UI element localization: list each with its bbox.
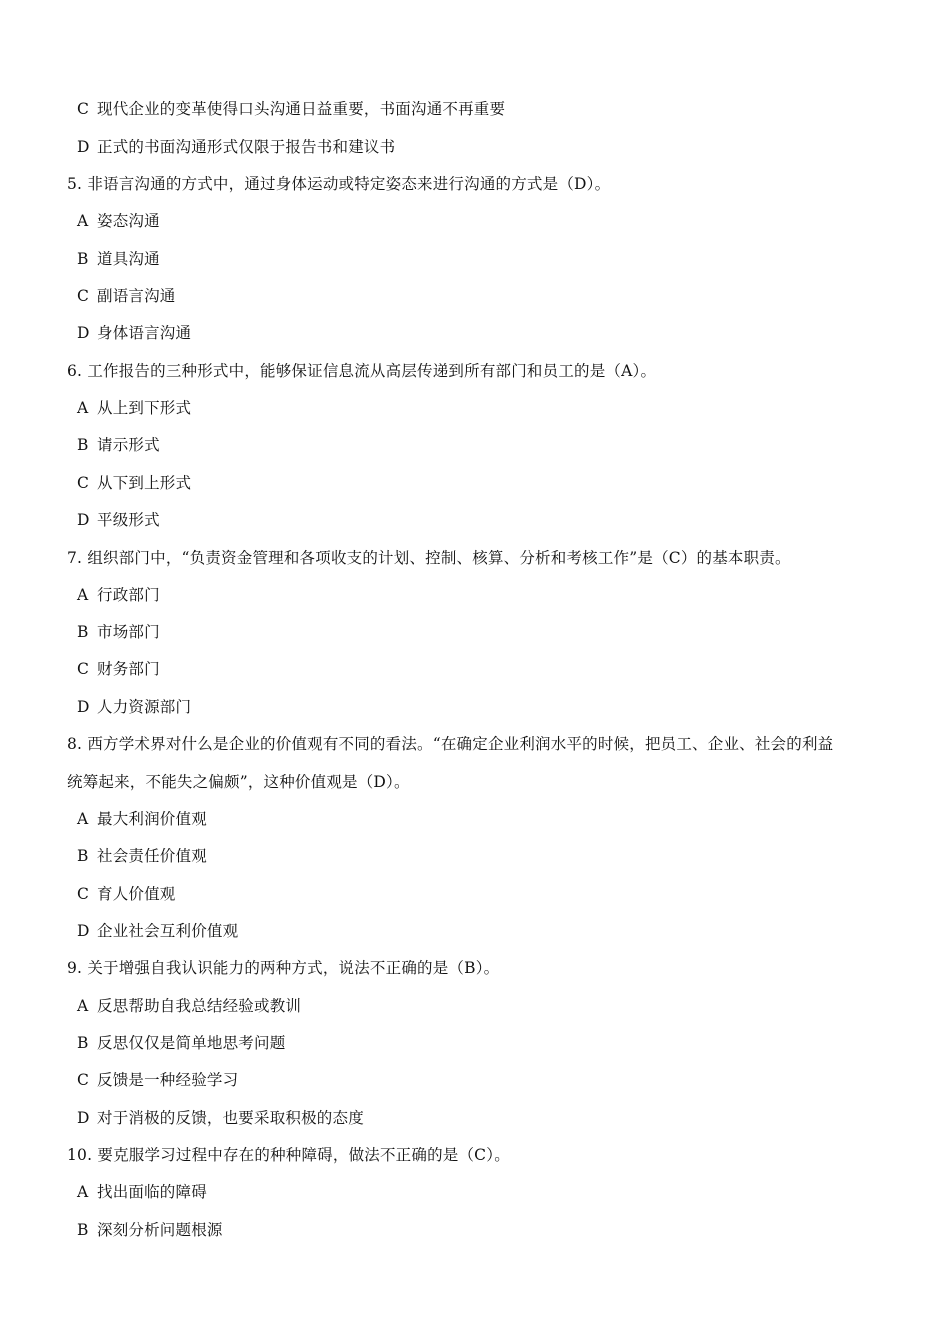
question-line: 7. 组织部门中，“负责资金管理和各项收支的计划、控制、核算、分析和考核工作”是（C）的基本职责。 (67, 549, 791, 567)
option-line (77, 1182, 207, 1202)
option-letter: B (77, 847, 89, 865)
option-letter: D (77, 1109, 90, 1127)
option-letter: C (77, 287, 90, 305)
option-text: 找出面临的障碍 (97, 1183, 207, 1201)
option-line (77, 1108, 364, 1128)
option-letter: D (77, 922, 90, 940)
option-text: 身体语言沟通 (97, 324, 192, 342)
option-letter: C (77, 474, 90, 492)
option-text: 正式的书面沟通形式仅限于报告书和建议书 (97, 138, 396, 156)
question-line: 8. 西方学术界对什么是企业的价值观有不同的看法。“在确定企业利润水平的时候，把员工、企业、社会的利益 (67, 735, 834, 753)
option-letter: B (77, 250, 89, 268)
option-text: 深刻分析问题根源 (97, 1221, 223, 1239)
option-line (77, 996, 301, 1016)
option-line (77, 137, 395, 157)
option-line (77, 510, 160, 530)
option-text: 姿态沟通 (97, 212, 160, 230)
option-line (77, 99, 505, 119)
option-letter: A (77, 586, 89, 604)
option-letter: C (77, 1071, 90, 1089)
option-letter: D (77, 324, 90, 342)
option-text: 对于消极的反馈，也要采取积极的态度 (97, 1109, 364, 1127)
option-text: 现代企业的变革使得口头沟通日益重要，书面沟通不再重要 (97, 100, 506, 118)
option-line (77, 1220, 223, 1240)
option-text: 副语言沟通 (97, 287, 176, 305)
option-line (77, 585, 160, 605)
option-line (77, 921, 238, 941)
option-line (77, 846, 207, 866)
option-line (77, 659, 160, 679)
option-text: 育人价值观 (97, 885, 176, 903)
option-line (77, 697, 191, 717)
option-text: 反思仅仅是简单地思考问题 (97, 1034, 286, 1052)
option-text: 人力资源部门 (97, 698, 192, 716)
option-letter: C (77, 885, 90, 903)
option-text: 最大利润价值观 (97, 810, 207, 828)
option-letter: A (77, 212, 89, 230)
option-text: 道具沟通 (97, 250, 160, 268)
option-line (77, 211, 160, 231)
option-text: 请示形式 (97, 436, 160, 454)
option-letter: A (77, 810, 89, 828)
question-line: 10. 要克服学习过程中存在的种种障碍，做法不正确的是（C）。 (67, 1146, 510, 1164)
option-letter: C (77, 100, 90, 118)
option-letter: C (77, 660, 90, 678)
option-text: 行政部门 (97, 586, 160, 604)
option-text: 平级形式 (97, 511, 160, 529)
question-line: 9. 关于增强自我认识能力的两种方式，说法不正确的是（B）。 (67, 959, 500, 977)
option-line (77, 1070, 238, 1090)
option-text: 从下到上形式 (97, 474, 192, 492)
option-letter: A (77, 399, 89, 417)
question-line: 5. 非语言沟通的方式中，通过身体运动或特定姿态来进行沟通的方式是（D）。 (67, 175, 611, 193)
option-letter: D (77, 698, 90, 716)
option-text: 社会责任价值观 (97, 847, 207, 865)
option-text: 反思帮助自我总结经验或教训 (97, 997, 302, 1015)
option-letter: D (77, 138, 90, 156)
option-line (77, 398, 191, 418)
option-line (77, 249, 160, 269)
option-letter: A (77, 997, 89, 1015)
option-letter: B (77, 1034, 89, 1052)
option-text: 从上到下形式 (97, 399, 192, 417)
option-line (77, 884, 176, 904)
option-line (77, 323, 191, 343)
option-text: 企业社会互利价值观 (97, 922, 239, 940)
option-line (77, 435, 160, 455)
option-line (77, 622, 160, 642)
option-letter: D (77, 511, 90, 529)
option-text: 财务部门 (97, 660, 160, 678)
option-letter: A (77, 1183, 89, 1201)
option-text: 反馈是一种经验学习 (97, 1071, 239, 1089)
option-line (77, 1033, 285, 1053)
option-line (77, 809, 207, 829)
option-letter: B (77, 623, 89, 641)
question-line: 6. 工作报告的三种形式中，能够保证信息流从高层传递到所有部门和员工的是（A）。 (67, 362, 657, 380)
option-letter: B (77, 1221, 89, 1239)
option-letter: B (77, 436, 89, 454)
question-line: 统筹起来，不能失之偏颇”，这种价值观是（D）。 (67, 773, 410, 791)
option-line (77, 286, 176, 306)
option-text: 市场部门 (97, 623, 160, 641)
option-line (77, 473, 191, 493)
